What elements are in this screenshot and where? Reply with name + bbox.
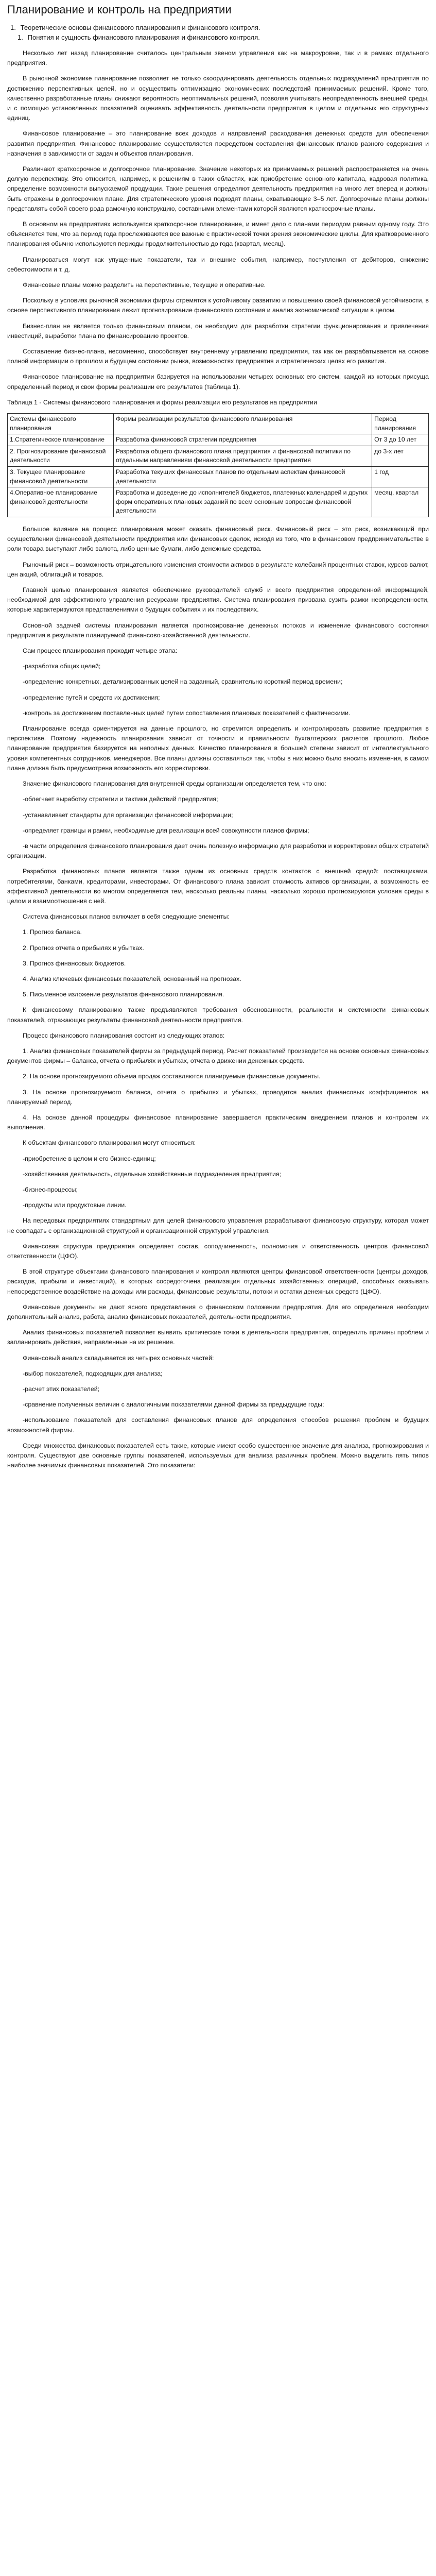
paragraph: В рыночной экономике планирование позволяет не только скоординировать деятельность отдельных подразделений предприятия по достижению перспективных целей, но и осуществить оптимизацию экономических последствий принимаемых решений. Кроме того, качественно разработанные планы снижают вероятность неоптимальных решений, позволяя учитывать неопределенность внешней среды, и с помощью установленных показателей оценивать эффективность деятельности предприятия в целом и отдельных его структурных единиц. (7, 75, 429, 122)
paragraph: На передовых предприятиях стандартным для целей финансового управления разрабатывают финансовую структуру, которая может не совпадать с организационной структурой и организационной структурой управления. (7, 1217, 429, 1234)
paragraph: Различают краткосрочное и долгосрочное планирование. Значение некоторых из принимаемых решений распространяется на очень долгую перспективу. Это относится, например, к решениям в таких областях, как приобретение основного капитала, кадровая политика, определение возможности выпускаемой продукции. Такие решения определяют деятельность предприятия на много лет вперед и должны быть отражены в долгосрочном плане. Для стратегического уровня подходят планы, охватывающие 3–5 лет. Долгосрочные планы должны представлять собой своего рода рамочную конструкцию, составными элементами которой являются краткосрочные планы. (7, 165, 429, 212)
paragraph: -бизнес-процессы; (23, 1185, 78, 1193)
paragraph: -сравнение полученных величин с аналогичными показателями данной фирмы за предыдущие годы; (23, 1401, 324, 1409)
toc-item[interactable] (10, 32, 422, 42)
table-row (8, 487, 429, 517)
paragraph: Несколько лет назад планирование считалось центральным звеном управления как на макроуровне, так и в рамках отдельного предприятия. (7, 49, 429, 67)
table-row (8, 467, 429, 487)
paragraph: -облегчает выработку стратегии и тактики действий предприятия; (23, 795, 218, 803)
planning-systems-table (7, 413, 429, 517)
paragraph: Большое влияние на процесс планирования может оказать финансовый риск. Финансовый риск – это риск, возникающий при осуществлении финансовой деятельности предприятия или финансовых сделок, исходя из того, что в финансовом предпринимательстве в роли товара выступают либо валюта, либо ценные бумаги, либо денежные средства. (7, 526, 429, 553)
table-cell: 3. Текущее планирование финансовой деятельности (8, 467, 114, 487)
paragraph: Финансовый анализ складывается из четырех основных частей: (23, 1354, 214, 1362)
paragraph: К финансовому планированию также предъявляются требования обоснованности, реальности и системности финансовых показателей, отражающих результаты финансовой деятельности предприятия. (7, 1006, 429, 1024)
table-row (8, 446, 429, 466)
paragraph: -использование показателей для составления финансовых планов для определения способов решения проблем и будущих возможностей фирмы. (7, 1416, 429, 1434)
table-cell: Разработка финансовой стратегии предприятия (113, 434, 372, 446)
paragraph: 4. Анализ ключевых финансовых показателей, основанный на прогнозах. (23, 975, 241, 982)
paragraph: 2. На основе прогнозируемого объема продаж составляются планируемые финансовые документы. (23, 1073, 321, 1080)
table-cell: Разработка общего финансового плана предприятия и финансовой политики по отдельным направлениям финансовой деятельности предприятия (113, 446, 372, 466)
paragraph: Главной целью планирования является обеспечение руководителей служб и всего предприятия определенной информацией, необходимой для эффективного управления ресурсами предприятия. Система планирования призвана сузить рамки неопределенности, которые характеризуются представлениями о будущих событиях и их последствиях. (7, 586, 429, 614)
paragraph: Планирование всегда ориентируется на данные прошлого, но стремится определить и контролировать развитие предприятия в перспективе. Поэтому надежность планирования зависит от точности и правильности бухгалтерских расчетов прошлого. Любое планирование предприятия базируется на неполных данных. Качество планирования в большей степени зависит от интеллектуального уровня компетентных сотрудников, менеджеров. Все планы должны составляться так, чтобы в них можно было вносить изменения, в самом плане должна быть предусмотрена возможность его корректировки. (7, 725, 429, 772)
paragraph: К объектам финансового планирования могут относиться: (23, 1139, 196, 1147)
table-cell: Разработка текущих финансовых планов по отдельным аспектам финансовой деятельности (113, 467, 372, 487)
article-body (7, 48, 429, 1476)
paragraph-group (7, 524, 429, 1470)
paragraph: Составление бизнес-плана, несомненно, способствует внутреннему управлению предприятия, так как он разрабатывается на основе полной информации о прошлом и будущем состоянии рынка, возможностях предприятия и стратегических целях его развития. (7, 348, 429, 365)
paragraph: Финансовая структура предприятия определяет состав, соподчиненность, полномочия и ответственность центров финансовой ответственности (ЦФО). (7, 1242, 429, 1260)
table-cell: до 3-х лет (372, 446, 429, 466)
paragraph: -определение путей и средств их достижения; (23, 693, 160, 701)
table-header-row (8, 414, 429, 434)
table-of-contents (10, 23, 422, 42)
paragraph: 1. Прогноз баланса. (23, 928, 82, 936)
paragraph: В этой структуре объектами финансового планирования и контроля являются центры финансовой ответственности (центры доходов, расходов, прибыли и инвестиций), в которых сосредоточена реализация отдельных хозяйственных операций, способных оказывать непосредственное воздействие на доходы или расходы, финансовые результаты, потоки и остатки денежных средств (ЦФО). (7, 1268, 429, 1295)
paragraph: Финансовые документы не дают ясного представления о финансовом положении предприятия. Для его определения необходим дополнительный анализ, работа, анализ финансовых показателей, деятельности предприятия. (7, 1303, 429, 1321)
table-cell: 1 год (372, 467, 429, 487)
table-row (8, 434, 429, 446)
table-header-cell: Формы реализации результатов финансового планирования (113, 414, 372, 434)
paragraph: Значение финансового планирования для внутренней среды организации определяется тем, что оно: (23, 780, 326, 788)
paragraph: -в части определения финансового планирования дает очень полезную информацию для разработки и корректировки общих стратегий организации. (7, 842, 429, 860)
paragraph: 3. Прогноз финансовых бюджетов. (23, 959, 126, 967)
paragraph: В основном на предприятиях используется краткосрочное планирование, и имеет дело с планами периодом равным одному году. Это объясняется тем, что за период года прослеживаются все важные с практической точки зрения экономические циклы. Для кратковременного планирования обычно используются периоды продолжительностью до года (квартал, месяц). (7, 221, 429, 248)
toc-item[interactable] (10, 23, 422, 32)
paragraph: Среди множества финансовых показателей есть такие, которые имеют особо существенное значение для анализа, прогнозирования и контроля. Существуют две основные группы показателей, используемых для анализа различных проблем. Можно выделить пять типов наиболее значимых финансовых показателей. Это показатели: (7, 1442, 429, 1469)
paragraph-group (7, 48, 429, 392)
paragraph: -определяет границы и рамки, необходимые для реализации всей совокупности планов фирмы; (23, 826, 309, 834)
paragraph: Основной задачей системы планирования является прогнозирование денежных потоков и изменение финансового состояния предприятия в результате планируемой финансово-хозяйственной деятельности. (7, 621, 429, 639)
paragraph: -приобретение в целом и его бизнес-единиц; (23, 1155, 156, 1162)
paragraph: -расчет этих показателей; (23, 1385, 100, 1393)
toc-item-label: Теоретические основы финансового планирования и финансового контроля. (20, 24, 260, 31)
paragraph: Финансовое планирование на предприятии базируется на использовании четырех основных его систем, каждой из которых присуща определенный период и свои формы реализации его результатов (таблица 1). (7, 373, 429, 391)
table-header-cell: Системы финансового планирования (8, 414, 114, 434)
paragraph: -определение конкретных, детализированных целей на заданный, сравнительно короткий период времени; (23, 678, 343, 686)
table-cell: Разработка и доведение до исполнителей бюджетов, платежных календарей и других форм оперативных плановых заданий по всем основным вопросам финансовой деятельности (113, 487, 372, 517)
paragraph: Рыночный риск – возможность отрицательного изменения стоимости активов в результате колебаний процентных ставок, курсов валют, цен акций, облигаций и товаров. (7, 561, 429, 578)
paragraph: -выбор показателей, подходящих для анализа; (23, 1369, 163, 1377)
paragraph: Планироваться могут как упущенные показатели, так и внешние события, например, поступления от дебиторов, снижение себестоимости и т. д. (7, 256, 429, 273)
paragraph: Сам процесс планирования проходит четыре этапа: (23, 647, 178, 655)
table-cell: От 3 до 10 лет (372, 434, 429, 446)
paragraph: Анализ финансовых показателей позволяет выявить критические точки в деятельности предприятия, определить причины проблем и запланировать действия, направленные на их решение. (7, 1329, 429, 1346)
paragraph: -хозяйственная деятельность, отдельные хозяйственные подразделения предприятия; (23, 1170, 282, 1178)
paragraph: -продукты или продуктовые линии. (23, 1201, 127, 1209)
table-cell: 1.Стратегическое планирование (8, 434, 114, 446)
paragraph: Процесс финансового планирования состоит из следующих этапов: (23, 1031, 225, 1039)
table-cell: месяц, квартал (372, 487, 429, 517)
paragraph: -разработка общих целей; (23, 663, 101, 670)
table-caption: Таблица 1 - Системы финансового планирования и формы реализации его результатов на предприятии (7, 398, 317, 406)
paragraph: Поскольку в условиях рыночной экономики фирмы стремятся к устойчивому развитию и повышению своей финансовой устойчивости, в основе перспективного планирования лежит прогнозирование финансового состояния и анализ экономической ситуации в целом. (7, 297, 429, 314)
paragraph: 2. Прогноз отчета о прибылях и убытках. (23, 944, 144, 952)
table-header-cell: Период планирования (372, 414, 429, 434)
table-cell: 4.Оперативное планирование финансовой деятельности (8, 487, 114, 517)
page-title: Планирование и контроль на предприятии (7, 3, 232, 16)
paragraph: 3. На основе прогнозируемого баланса, отчета о прибылях и убытках, проводится анализ финансовых коэффициентов на планируемый период. (7, 1088, 429, 1106)
paragraph: -устанавливает стандарты для организации финансовой информации; (23, 811, 233, 819)
table-cell: 2. Прогнозирование финансовой деятельности (8, 446, 114, 466)
paragraph: Система финансовых планов включает в себя следующие элементы: (23, 913, 230, 921)
paragraph: Финансовое планирование – это планирование всех доходов и направлений расходования денежных средств для обеспечения развития предприятия. Финансовое планирование осуществляется посредством составления финансовых планов разного содержания и назначения в зависимости от задач и объектов планирования. (7, 130, 429, 157)
paragraph: Разработка финансовых планов является также одним из основных средств контактов с внешней средой: поставщиками, потребителями, банками, кредиторами, инвесторами. От финансового плана зависит стоимость активов организации, а возможность ее эффективной деятельности во многом определяется тем, насколько реальны планы, насколько хорошо прогнозируются условия среды в целом и взаимоотношения с ней. (7, 868, 429, 905)
toc-item-label: Понятия и сущность финансового планирования и финансового контроля. (27, 33, 260, 41)
paragraph: -контроль за достижением поставленных целей путем сопоставления плановых показателей с фактическими. (23, 709, 351, 717)
toc-item-number: 1. (18, 33, 23, 41)
paragraph: Бизнес-план не является только финансовым планом, он необходим для разработки стратегии функционирования и привлечения инвестиций, выработки плана по финансированию проектов. (7, 322, 429, 340)
paragraph: Финансовые планы можно разделить на перспективные, текущие и оперативные. (23, 281, 266, 289)
paragraph: 1. Анализ финансовых показателей фирмы за предыдущий период. Расчет показателей производится на основе основных финансовых документов фирмы – баланса, отчета о прибылях и убытках, отчета о движении денежных средств. (7, 1047, 429, 1065)
toc-item-number: 1. (10, 24, 16, 31)
paragraph: 4. На основе данной процедуры финансовое планирование завершается практическим внедрением планов и контролем их выполнения. (7, 1113, 429, 1131)
paragraph: 5. Письменное изложение результатов финансового планирования. (23, 991, 224, 998)
